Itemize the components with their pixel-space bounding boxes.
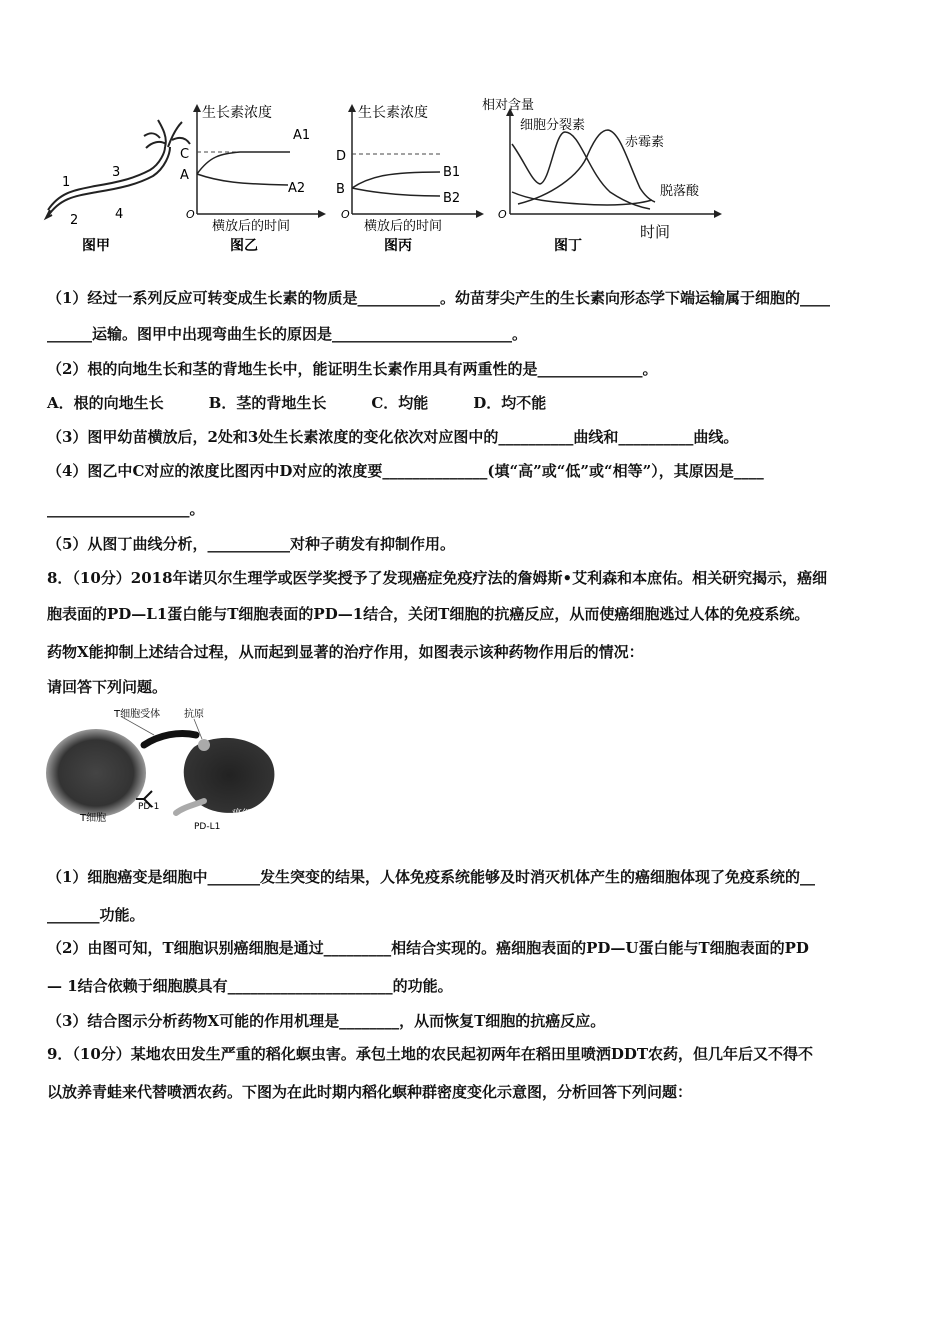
ding-ylabel: 相对含量 [482,98,535,113]
pd-l1-protein [176,801,204,813]
bing-ylabel: 生长素浓度 [358,105,428,121]
jia-label-1: 1 [62,175,71,190]
graph-bing [336,104,484,254]
ding-xlabel: 时间 [640,223,671,241]
bing-tick-b: B [336,182,345,197]
bing-curve-b2 [352,188,440,196]
cell-figure-svg [44,705,284,835]
t-cell-receptor [144,733,196,745]
ding-x-arrow [714,210,722,218]
bing-origin: O [341,208,350,221]
q8-1-line2: _______功能。 [47,906,145,924]
t-cell [46,729,146,817]
q9-intro-line2: 以放养青蛙来代替喷洒农药。下图为在此时期内稻化螟种群密度变化示意图，分析回答下列问题： [47,1083,693,1101]
bing-curve-b1 [352,172,440,188]
yi-tick-c: C [180,147,190,162]
yi-curve-a1 [197,152,290,174]
q7-4-line2: ___________________。 [47,500,205,518]
ding-label-gibberellin: 赤霉素 [625,135,665,150]
yi-tick-a: A [180,168,189,183]
q9-intro-line1: 9．（10分）某地农田发生严重的稻化螟虫害。承包土地的农民起初两年在稻田里喷洒DDT农药，但几年后又不得不 [47,1045,813,1063]
q8-intro-line1: 8．（10分）2018年诺贝尔生理学或医学奖授予了发现癌症免疫疗法的詹姆斯•艾利森和本庶佑。相关研究揭示，癌细 [47,569,828,587]
yi-label-a1: A1 [293,128,311,143]
jia-label-3: 3 [112,165,121,180]
yi-ylabel: 生长素浓度 [202,105,272,121]
figure-plants-auxin [40,92,730,262]
label-t-receptor: T细胞受体 [114,709,161,720]
label-t-cell: T细胞 [80,813,107,824]
bing-xlabel: 横放后的时间 [364,219,443,234]
q8-3-line: （3）结合图示分析药物X可能的作用机理是________，从而恢复T细胞的抗癌反应。 [47,1012,606,1030]
q8-1-line1: （1）细胞癌变是细胞中_______发生突变的结果，人体免疫系统能够及时消灭机体产生的癌细胞体现了免疫系统的__ [47,868,815,886]
bing-caption: 图丙 [384,238,412,254]
q8-2-line1: （2）由图可知，T细胞识别癌细胞是通过_________相结合实现的。癌细胞表面的PD—U蛋白能与T细胞表面的PD [47,939,809,957]
q8-prompt: 请回答下列问题。 [47,678,168,696]
graph-yi [180,104,326,254]
label-cancer-cell: 癌细胞 [232,809,262,820]
jia-label-2: 2 [70,213,79,228]
bing-y-arrow [348,104,356,112]
figure-svg [40,92,730,262]
q7-4-line1: （4）图乙中C对应的浓度比图丙中D对应的浓度要______________(填“高”或“低”或“相等”），其原因是____ [47,462,764,480]
antigen [198,739,210,751]
q7-1-line2: ______运输。图甲中出现弯曲生长的原因是________________________。 [47,325,528,343]
figure-tcell-cancer [44,705,284,835]
bing-tick-d: D [336,149,347,164]
yi-origin: O [186,208,195,221]
ding-label-abscisic: 脱落酸 [660,184,700,199]
q8-intro-line3: 药物X能抑制上述结合过程，从而起到显著的治疗作用，如图表示该种药物作用后的情况： [47,643,644,661]
bing-label-b2: B2 [443,191,461,206]
label-antigen: 抗原 [184,709,204,720]
yi-caption: 图乙 [230,238,258,254]
q7-3-line: （3）图甲幼苗横放后，2处和3处生长素浓度的变化依次对应图中的__________曲线和__________曲线。 [47,428,739,446]
q7-1-line1: （1）经过一系列反应可转变成生长素的物质是___________。幼苗芽尖产生的生长素向形态学下端运输属于细胞的____ [47,289,830,307]
bing-x-arrow [476,210,484,218]
ding-caption: 图丁 [554,238,582,254]
graph-ding [482,97,722,254]
yi-xlabel: 横放后的时间 [212,219,291,234]
q7-5-line: （5）从图丁曲线分析，___________对种子萌发有抑制作用。 [47,535,455,553]
jia-label-4: 4 [115,207,124,222]
yi-label-a2: A2 [288,181,306,196]
ding-origin: O [498,208,507,221]
bing-label-b1: B1 [443,165,461,180]
q8-2-line2: — 1结合依赖于细胞膜具有______________________的功能。 [47,977,453,995]
yi-y-arrow [193,104,201,112]
q8-intro-line2: 胞表面的PD—L1蛋白能与T细胞表面的PD—1结合，关闭T细胞的抗癌反应，从而使癌细胞逃过人体的免疫系统。 [47,605,810,623]
yi-curve-a2 [197,174,288,185]
q7-2-line: （2）根的向地生长和茎的背地生长中，能证明生长素作用具有两重性的是______________。 [47,360,658,378]
ding-label-cytokinin: 细胞分裂素 [520,118,586,133]
jia-caption: 图甲 [82,238,110,254]
label-pdl1: PD-L1 [194,822,221,832]
yi-x-arrow [318,210,326,218]
label-pd1: PD-1 [138,802,160,812]
q7-2-options: A．根的向地生长 B．茎的背地生长 C．均能 D．均不能 [47,394,547,412]
